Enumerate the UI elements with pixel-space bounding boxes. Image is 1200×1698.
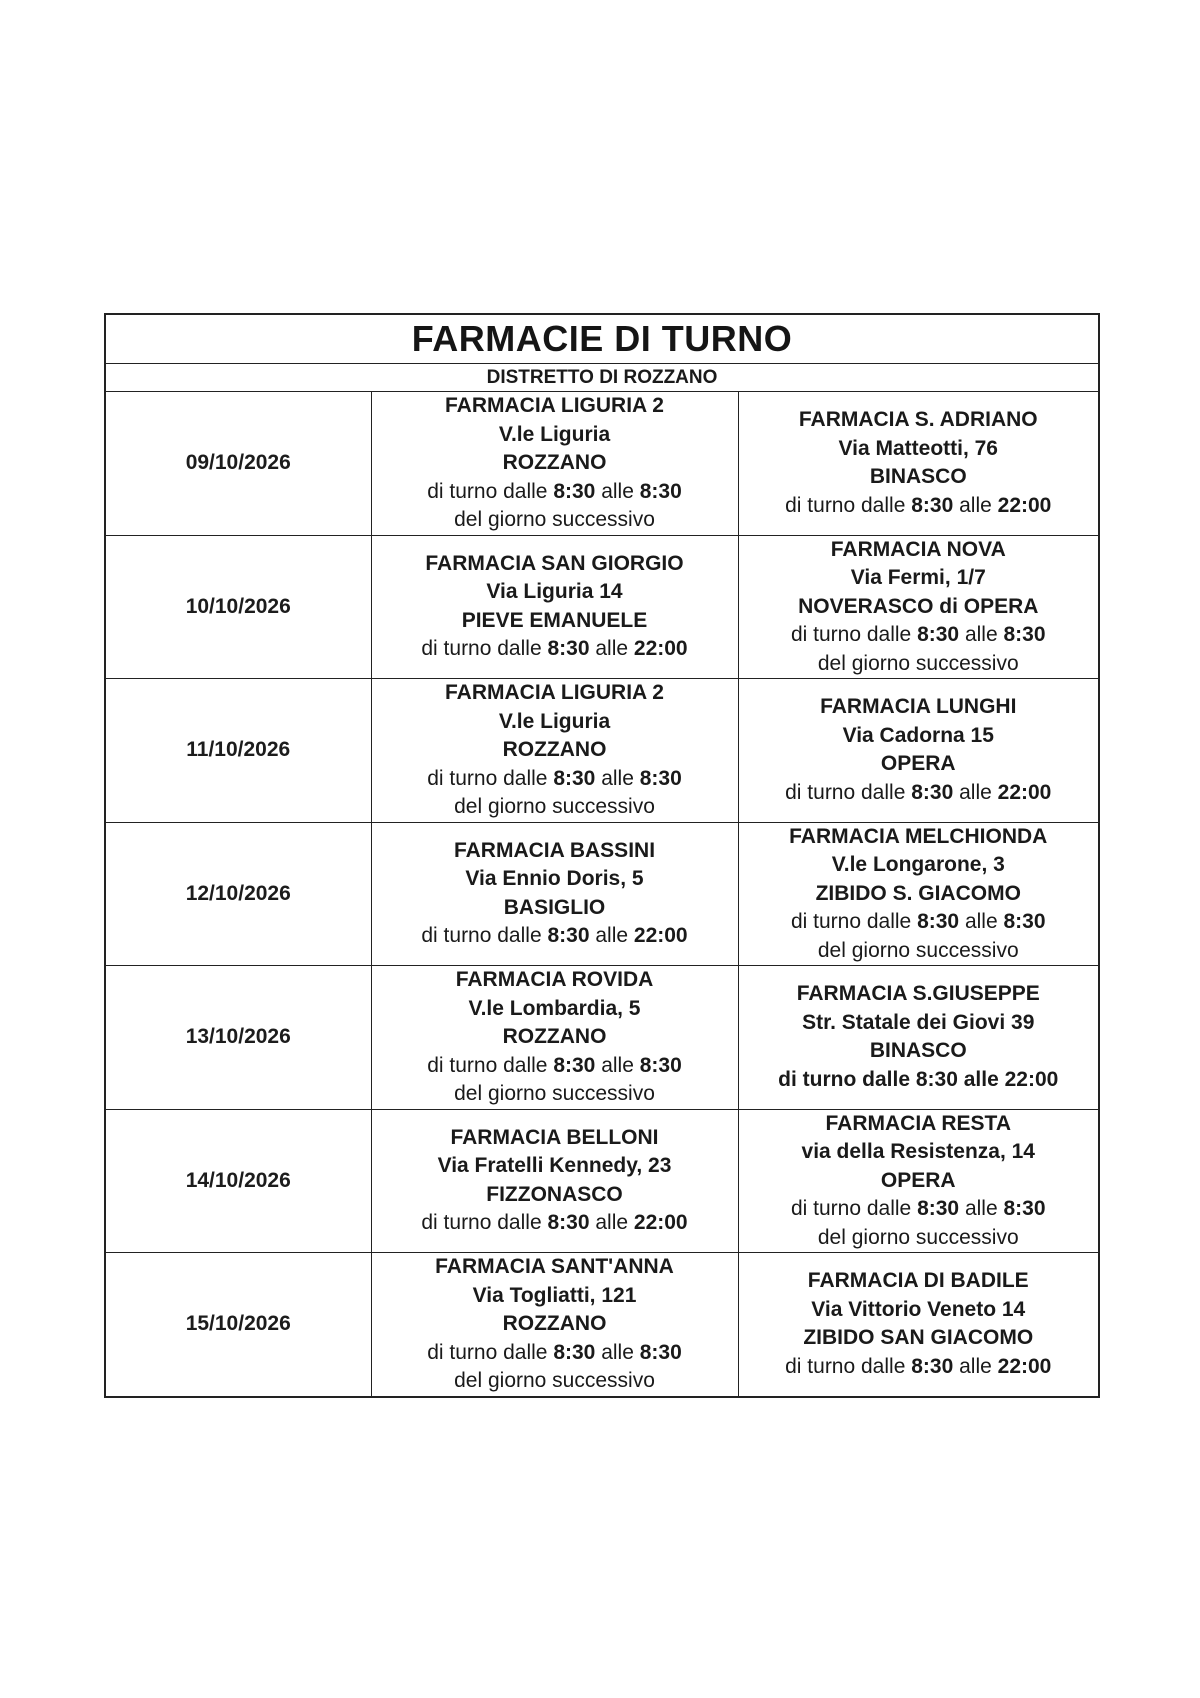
pharmacy-address: Via Ennio Doris, 5: [465, 867, 644, 891]
hours-to-label: alle: [595, 1211, 629, 1235]
table-row: [106, 535, 1098, 679]
start-time: 8:30: [911, 1354, 954, 1378]
next-day-note: del giorno successivo: [454, 795, 655, 818]
hours-from-label: di turno dalle: [790, 623, 912, 646]
pharmacy-cell: [371, 1253, 738, 1396]
duty-hours: [372, 478, 738, 507]
pharmacy-town: OPERA: [880, 752, 956, 776]
table-row: [106, 1253, 1098, 1396]
pharmacy-town: BINASCO: [869, 465, 967, 489]
pharmacy-address: Via Fermi, 1/7: [850, 566, 986, 589]
hours-to-label: alle: [595, 924, 629, 948]
pharmacy-cell: [738, 392, 1098, 535]
pharmacy-name: FARMACIA RESTA: [825, 1111, 1011, 1135]
start-time: 8:30: [547, 1211, 590, 1235]
pharmacy-entry: [372, 966, 738, 1109]
pharmacy-town: ROZZANO: [502, 1312, 607, 1335]
shift-date: 09/10/2026: [185, 451, 291, 475]
pharmacy-cell: [371, 822, 738, 966]
pharmacy-address: Via Vittorio Veneto 14: [811, 1297, 1026, 1321]
shift-date: 15/10/2026: [185, 1312, 291, 1336]
start-time: 8:30: [911, 780, 954, 804]
pharmacy-town: BASIGLIO: [503, 895, 606, 919]
pharmacy-name: FARMACIA SAN GIORGIO: [425, 551, 684, 575]
pharmacy-address: V.le Liguria: [498, 709, 611, 733]
end-time: 8:30: [1003, 1197, 1046, 1220]
duty-hours: [372, 1339, 738, 1368]
pharmacy-entry: [372, 392, 738, 535]
pharmacy-town: ROZZANO: [502, 451, 607, 474]
hours-from-label: di turno dalle: [421, 637, 542, 661]
start-time: 8:30: [553, 1053, 596, 1077]
next-day-note: del giorno successivo: [454, 1082, 655, 1105]
pharmacy-entry: [739, 693, 1099, 807]
end-time: 8:30: [639, 1053, 682, 1077]
pharmacy-name: FARMACIA LIGURIA 2: [445, 681, 664, 704]
pharmacy-entry: [739, 823, 1099, 966]
start-time: 8:30: [917, 910, 960, 933]
pharmacy-cell: [738, 1109, 1098, 1253]
hours-from-label: di turno dalle: [427, 766, 548, 790]
start-time: 8:30: [915, 1067, 958, 1091]
pharmacy-name: FARMACIA LUNGHI: [820, 695, 1017, 719]
pharmacy-entry: [372, 550, 738, 664]
pharmacy-name: FARMACIA BELLONI: [450, 1125, 659, 1149]
end-time: 22:00: [997, 493, 1052, 517]
next-day-note: del giorno successivo: [817, 938, 1019, 962]
pharmacy-address: Via Liguria 14: [486, 580, 623, 604]
hours-from-label: di turno dalle: [427, 1340, 548, 1364]
end-time: 8:30: [639, 479, 682, 503]
duty-hours: [739, 1353, 1099, 1382]
pharmacy-name: FARMACIA DI BADILE: [807, 1269, 1029, 1293]
pharmacy-cell: [738, 535, 1098, 679]
pharmacy-address: V.le Liguria: [498, 422, 611, 446]
date-cell: [106, 1109, 371, 1253]
pharmacy-address: Via Fratelli Kennedy, 23: [437, 1154, 672, 1178]
hours-from-label: di turno dalle: [421, 924, 542, 948]
pharmacy-address: V.le Longarone, 3: [831, 853, 1005, 876]
hours-from-label: di turno dalle: [785, 780, 906, 804]
pharmacy-cell: [371, 679, 738, 823]
pharmacy-town: ROZZANO: [502, 1025, 607, 1048]
pharmacy-entry: [372, 679, 738, 822]
pharmacy-cell: [738, 679, 1098, 823]
pharmacy-entry: [739, 406, 1099, 520]
hours-to-label: alle: [601, 1340, 634, 1364]
pharmacy-entry: [739, 1110, 1099, 1253]
pharmacy-name: FARMACIA S.GIUSEPPE: [796, 982, 1040, 1006]
hours-from-label: di turno dalle: [785, 493, 906, 517]
pharmacy-address: V.le Lombardia, 5: [468, 996, 641, 1020]
next-day-note: del giorno successivo: [454, 1369, 655, 1392]
pharmacy-entry: [739, 536, 1099, 679]
pharmacy-cell: [738, 822, 1098, 966]
pharmacy-town: OPERA: [880, 1168, 956, 1192]
table-row: [106, 966, 1098, 1110]
pharmacy-town: NOVERASCO di OPERA: [798, 594, 1039, 618]
duty-hours: [739, 1195, 1099, 1224]
hours-from-label: di turno dalle: [785, 1354, 906, 1378]
table-row: [106, 1109, 1098, 1253]
pharmacy-entry: [372, 1253, 738, 1396]
date-cell: [106, 822, 371, 966]
shift-date: 14/10/2026: [185, 1168, 291, 1192]
hours-to-label: alle: [964, 1197, 998, 1220]
pharmacy-name: FARMACIA ROVIDA: [455, 968, 654, 991]
hours-to-label: alle: [959, 493, 992, 517]
end-time: 22:00: [633, 924, 688, 948]
pharmacy-address: Str. Statale dei Giovi 39: [802, 1010, 1035, 1034]
start-time: 8:30: [917, 1197, 960, 1220]
hours-from-label: di turno dalle: [427, 479, 548, 503]
hours-to-label: alle: [959, 780, 992, 804]
hours-to-label: alle: [959, 1354, 992, 1378]
hours-to-label: alle: [601, 479, 634, 503]
end-time: 22:00: [633, 637, 688, 661]
pharmacy-name: FARMACIA BASSINI: [453, 838, 656, 862]
hours-to-label: alle: [601, 1053, 634, 1077]
duty-hours: [372, 1209, 738, 1238]
start-time: 8:30: [917, 623, 960, 646]
pharmacy-entry: [739, 980, 1099, 1094]
pharmacy-town: PIEVE EMANUELE: [461, 608, 648, 632]
start-time: 8:30: [553, 479, 596, 503]
duty-hours: [739, 779, 1099, 808]
shift-table: [106, 392, 1098, 1396]
hours-to-label: alle: [964, 623, 998, 646]
duty-hours: [372, 1052, 738, 1081]
pharmacy-name: FARMACIA LIGURIA 2: [445, 394, 664, 417]
end-time: 8:30: [1003, 623, 1046, 646]
pharmacy-address: Via Cadorna 15: [842, 723, 994, 747]
pharmacy-town: ZIBIDO S. GIACOMO: [815, 881, 1021, 905]
hours-from-label: di turno dalle: [790, 910, 912, 933]
pharmacy-name: FARMACIA NOVA: [830, 537, 1006, 561]
hours-from-label: di turno dalle: [790, 1197, 912, 1220]
duty-hours: [372, 635, 738, 664]
date-cell: [106, 679, 371, 823]
district-subtitle: DISTRETTO DI ROZZANO: [106, 364, 1098, 392]
pharmacy-address: Via Togliatti, 121: [472, 1283, 637, 1307]
shift-date: 12/10/2026: [185, 881, 291, 905]
pharmacy-town: BINASCO: [869, 1039, 967, 1063]
end-time: 8:30: [1003, 910, 1046, 933]
hours-from-label: di turno dalle: [421, 1211, 542, 1235]
hours-to-label: alle: [963, 1067, 999, 1091]
pharmacy-cell: [371, 535, 738, 679]
duty-hours: [739, 1066, 1099, 1095]
start-time: 8:30: [911, 493, 954, 517]
end-time: 22:00: [997, 1354, 1052, 1378]
pharmacy-address: Via Matteotti, 76: [838, 436, 998, 460]
pharmacy-entry: [372, 1124, 738, 1238]
duty-hours: [372, 765, 738, 794]
pharmacy-name: FARMACIA SANT'ANNA: [435, 1255, 674, 1278]
pharmacy-cell: [738, 1253, 1098, 1396]
date-cell: [106, 966, 371, 1110]
pharmacy-cell: [371, 966, 738, 1110]
pharmacy-address: via della Resistenza, 14: [801, 1140, 1035, 1163]
pharmacy-name: FARMACIA S. ADRIANO: [798, 408, 1038, 432]
end-time: 22:00: [633, 1211, 688, 1235]
duty-hours: [739, 908, 1099, 937]
hours-to-label: alle: [601, 766, 634, 790]
duty-hours: [739, 492, 1099, 521]
date-cell: [106, 1253, 371, 1396]
end-time: 8:30: [639, 766, 682, 790]
end-time: 8:30: [639, 1340, 682, 1364]
shift-date: 11/10/2026: [186, 738, 291, 762]
table-row: [106, 679, 1098, 823]
next-day-note: del giorno successivo: [454, 508, 655, 531]
hours-to-label: alle: [595, 637, 629, 661]
pharmacy-cell: [371, 1109, 738, 1253]
start-time: 8:30: [553, 1340, 596, 1364]
shift-date: 13/10/2026: [185, 1025, 291, 1049]
pharmacy-name: FARMACIA MELCHIONDA: [789, 824, 1048, 848]
hours-to-label: alle: [964, 910, 998, 933]
end-time: 22:00: [997, 780, 1052, 804]
hours-from-label: di turno dalle: [778, 1067, 911, 1091]
date-cell: [106, 535, 371, 679]
start-time: 8:30: [547, 637, 590, 661]
date-cell: [106, 392, 371, 535]
start-time: 8:30: [553, 766, 596, 790]
hours-from-label: di turno dalle: [427, 1053, 548, 1077]
start-time: 8:30: [547, 924, 590, 948]
pharmacy-cell: [371, 392, 738, 535]
shift-date: 10/10/2026: [185, 594, 291, 618]
pharmacy-entry: [372, 837, 738, 951]
duty-pharmacy-sheet: [104, 313, 1100, 1398]
pharmacy-town: ZIBIDO SAN GIACOMO: [803, 1326, 1034, 1350]
duty-hours: [739, 621, 1099, 650]
pharmacy-cell: [738, 966, 1098, 1110]
next-day-note: del giorno successivo: [817, 1225, 1019, 1249]
table-row: [106, 822, 1098, 966]
duty-hours: [372, 922, 738, 951]
table-row: [106, 392, 1098, 535]
page-title: FARMACIE DI TURNO: [106, 315, 1098, 364]
pharmacy-town: FIZZONASCO: [486, 1182, 623, 1206]
pharmacy-town: ROZZANO: [502, 738, 607, 761]
end-time: 22:00: [1004, 1067, 1059, 1091]
next-day-note: del giorno successivo: [817, 651, 1019, 675]
pharmacy-entry: [739, 1267, 1099, 1381]
